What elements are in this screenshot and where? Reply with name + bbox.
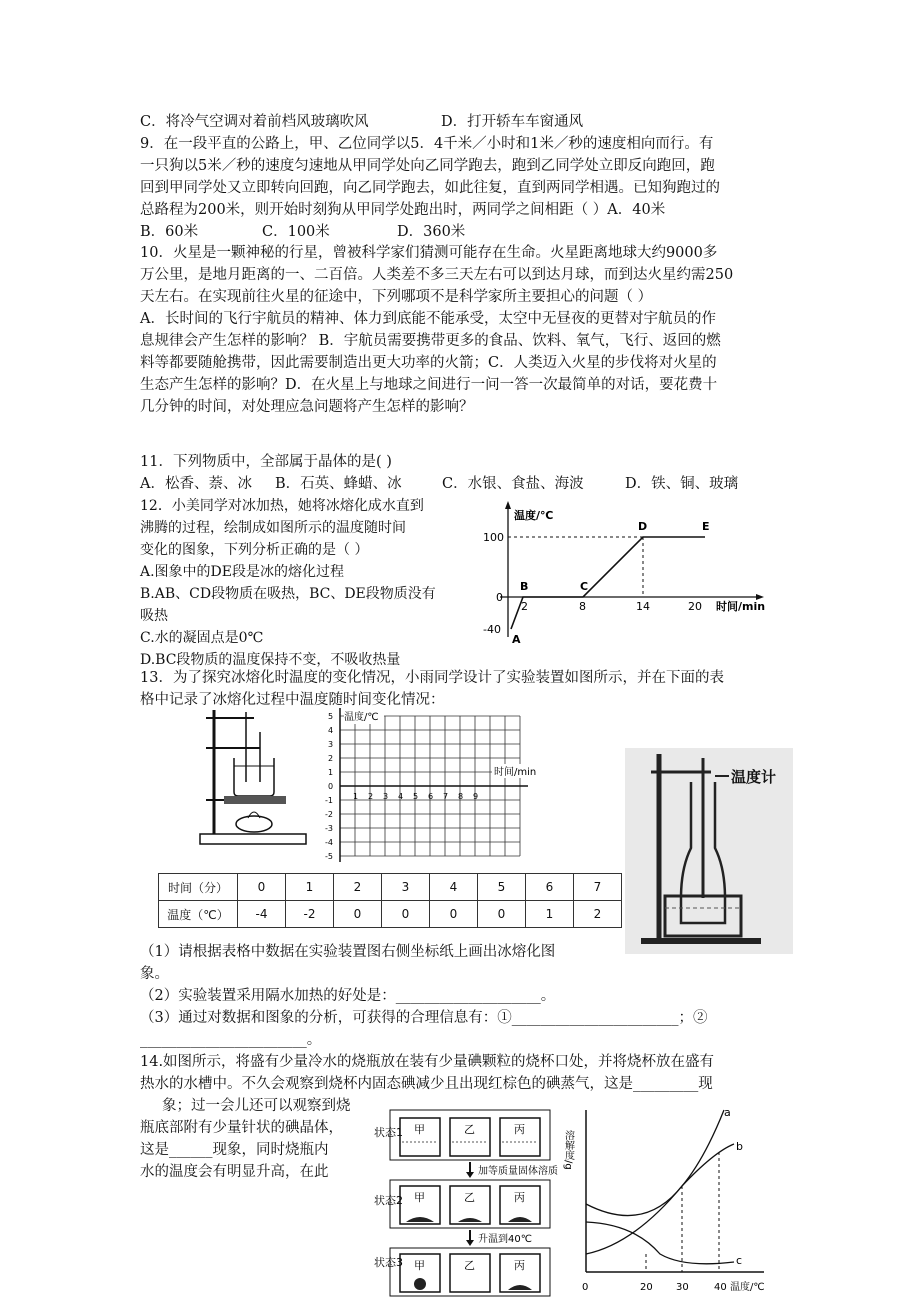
solid-deposit xyxy=(508,1217,532,1222)
q10-line-1: 10．火星是一颗神秘的行星，曾被科学家们猜测可能存在生命。火星距离地球大约9000多 xyxy=(140,245,718,261)
q11-option-b: B．石英、蜂蜡、冰 xyxy=(275,476,402,492)
table-row xyxy=(159,874,622,901)
arrow-2-label: 升温到40℃ xyxy=(478,1234,532,1245)
q10-line-3: 天左右。在实现前往火星的征途中，下列哪项不是科学家所主要担心的问题（ ） xyxy=(140,289,653,305)
q12-ylabel: 温度/℃ xyxy=(514,509,554,522)
table-cell: -2 xyxy=(286,901,334,928)
q9-option-b: B．60米 xyxy=(140,224,199,240)
q12-point-e: E xyxy=(702,520,710,533)
state-label-3: 状态3 xyxy=(374,1256,403,1269)
table-cell: -4 xyxy=(238,901,286,928)
q13-sub1-line-2: 象。 xyxy=(140,966,169,982)
q14-line-6: 水的温度会有明显升高，在此 xyxy=(140,1164,329,1180)
sol-xtick-40: 40 xyxy=(714,1282,727,1293)
svg-text:-3: -3 xyxy=(325,824,333,833)
beaker-label-bing-2: 丙 xyxy=(514,1191,525,1204)
arrow-1-label: 加等质量固体溶质 xyxy=(478,1166,558,1177)
sol-xtick-20: 20 xyxy=(640,1282,653,1293)
sol-curve-b xyxy=(586,1144,734,1254)
svg-text:3: 3 xyxy=(383,792,389,801)
q12-xtick-2: 2 xyxy=(521,600,528,613)
sol-curve-c xyxy=(586,1222,734,1264)
q13-data-table xyxy=(158,873,622,928)
table-cell: 1 xyxy=(526,901,574,928)
svg-text:5: 5 xyxy=(328,712,334,721)
solid-deposit xyxy=(508,1285,532,1290)
q13-yticks xyxy=(325,712,333,861)
q12-line-3: 变化的图象，下列分析正确的是（ ） xyxy=(140,542,369,558)
q9-line-4: 总路程为200米，则开始时刻狗从甲同学处跑出时，两同学之间相距（ ）A．40米 xyxy=(140,202,666,218)
svg-text:-2: -2 xyxy=(325,810,333,819)
q14-beaker-states-figure xyxy=(372,1106,572,1298)
q10-line-8: 几分钟的时间，对处理应急问题将产生怎样的影响？ xyxy=(140,399,474,415)
beaker-label-jia-1: 甲 xyxy=(414,1123,425,1136)
beaker-label-yi-2: 乙 xyxy=(464,1191,475,1204)
q12-point-b: B xyxy=(520,580,529,593)
q11-option-a: A．松香、萘、冰 xyxy=(140,476,252,492)
q13-sub3-line-1: （3）通过对数据和图象的分析，可获得的合理信息有：①_______________________；② xyxy=(140,1010,708,1026)
q10-line-6: 料等都要随舱携带，因此需要制造出更大功率的火箭；C．人类迈入火星的步伐将对火星的 xyxy=(140,355,717,371)
q12-point-a: A xyxy=(512,633,521,646)
q8-option-d: D．打开轿车车窗通风 xyxy=(441,114,584,130)
q12-point-d: D xyxy=(638,520,648,533)
q13-line-1: 13．为了探究冰熔化时温度的变化情况，小雨同学设计了实验装置如图所示，并在下面的表 xyxy=(140,670,724,686)
svg-text:3: 3 xyxy=(328,740,334,749)
q10-line-5: 息规律会产生怎样的影响？ B．宇航员需要携带更多的食品、饮料、氧气，飞行、返回的燃 xyxy=(140,333,721,349)
table-cell: 0 xyxy=(430,901,478,928)
svg-text:4: 4 xyxy=(398,792,404,801)
svg-text:8: 8 xyxy=(458,792,464,801)
svg-text:1: 1 xyxy=(328,768,334,777)
table-cell: 2 xyxy=(574,901,622,928)
beaker-label-jia-2: 甲 xyxy=(414,1191,425,1204)
table-cell: 0 xyxy=(238,874,286,901)
q9-line-3: 回到甲同学处又立即转向回跑，向乙同学跑去，如此往复，直到两同学相遇。已知狗跑过的 xyxy=(140,180,720,196)
q13-sub3-line-2: _______________________。 xyxy=(140,1032,322,1048)
state-label-2: 状态2 xyxy=(374,1194,403,1207)
q12-line-1: 12．小美同学对冰加热，她将冰熔化成水直到 xyxy=(140,498,424,514)
sol-curve-label-c: c xyxy=(736,1254,743,1267)
q9-line-1: 9．在一段平直的公路上，甲、乙位同学以5．4千米／小时和1米／秒的速度相向而行。有 xyxy=(140,136,714,152)
q12-option-b: B.AB、CD段物质在吸热，BC、DE段物质没有 xyxy=(140,586,436,602)
table-cell: 0 xyxy=(334,901,382,928)
q13-line-2: 格中记录了冰熔化过程中温度随时间变化情况： xyxy=(140,692,445,708)
q10-line-2: 万公里，是地月距离的一、二百倍。人类差不多三天左右可以到达月球，而到达火星约需250 xyxy=(140,267,734,283)
beaker-label-bing-1: 丙 xyxy=(514,1123,525,1136)
solid-deposit xyxy=(458,1218,482,1222)
q11-line-1: 11．下列物质中，全部属于晶体的是( ) xyxy=(140,454,392,470)
q11-option-c: C．水银、食盐、海波 xyxy=(442,476,584,492)
q13-thermometer-photo-drawing xyxy=(625,748,793,954)
sol-xlabel: 温度/℃ xyxy=(730,1282,765,1293)
photo-base xyxy=(641,938,761,944)
table-cell: 1 xyxy=(286,874,334,901)
q10-line-7: 生态产生怎样的影响？D．在火星上与地球之间进行一问一答一次最简单的对话，要花费十 xyxy=(140,377,718,393)
photo-beaker xyxy=(665,896,741,936)
arrow-1-head xyxy=(466,1172,474,1178)
q12-ytick-100: 100 xyxy=(483,531,504,544)
svg-text:9: 9 xyxy=(473,792,479,801)
q14-line-4: 瓶底部附有少量针状的碘晶体， xyxy=(140,1120,343,1136)
q13-thermometer-photo xyxy=(625,748,793,954)
q14-line-3: 象；过一会儿还可以观察到烧 xyxy=(162,1098,351,1114)
table-cell: 2 xyxy=(334,874,382,901)
alcohol-lamp xyxy=(236,816,272,832)
q14-line-5: 这是______现象，同时烧瓶内 xyxy=(140,1142,329,1158)
table-cell: 5 xyxy=(478,874,526,901)
q12-temperature-chart xyxy=(478,497,778,645)
table-cell: 0 xyxy=(382,901,430,928)
q12-option-a: A.图象中的DE段是冰的熔化过程 xyxy=(140,564,345,580)
q14-line-1: 14.如图所示，将盛有少量冷水的烧瓶放在装有少量碘颗粒的烧杯口处，并将烧杯放在盛有 xyxy=(140,1054,715,1070)
table-head-time: 时间（分） xyxy=(159,874,238,901)
q12-xtick-8: 8 xyxy=(579,600,586,613)
q9-option-d: D．360米 xyxy=(397,224,466,240)
q13-ylabel: 温度/℃ xyxy=(344,712,379,723)
gauze xyxy=(224,796,286,804)
svg-text:0: 0 xyxy=(328,782,334,791)
table-cell: 0 xyxy=(478,901,526,928)
q12-line-2: 沸腾的过程，绘制成如图所示的温度随时间 xyxy=(140,520,406,536)
q12-option-b-cont: 吸热 xyxy=(140,608,168,624)
table-cell: 7 xyxy=(574,874,622,901)
sol-curve-label-a: a xyxy=(724,1106,731,1119)
q12-xtick-20: 20 xyxy=(688,600,702,613)
sol-xtick-0: 0 xyxy=(582,1282,589,1293)
svg-text:4: 4 xyxy=(328,726,334,735)
q12-xtick-14: 14 xyxy=(636,600,650,613)
table-cell: 4 xyxy=(430,874,478,901)
flame xyxy=(248,812,260,818)
q13-xticks xyxy=(353,792,478,801)
beaker-label-yi-3: 乙 xyxy=(464,1259,475,1272)
q12-xlabel: 时间/min xyxy=(716,600,766,613)
q12-curve xyxy=(511,537,705,629)
solid-deposit xyxy=(406,1217,434,1222)
svg-text:-1: -1 xyxy=(325,796,333,805)
q12-ytick-neg40: -40 xyxy=(483,623,501,636)
sol-xtick-30: 30 xyxy=(676,1282,689,1293)
table-row xyxy=(159,901,622,928)
solid-deposit xyxy=(414,1278,426,1290)
q9-line-2: 一只狗以5米／秒的速度匀速地从甲同学处向乙同学跑去，跑到乙同学处立即反向跑回，跑 xyxy=(140,158,715,174)
q13-blank-grid-chart xyxy=(322,702,550,872)
q14-solubility-chart xyxy=(564,1104,774,1296)
svg-text:-4: -4 xyxy=(325,838,333,847)
q14-line-2: 热水的水槽中。不久会观察到烧杯内固态碘减少且出现红棕色的碘蒸气，这是_________现 xyxy=(140,1076,713,1092)
svg-text:2: 2 xyxy=(328,754,334,763)
photo-thermometer-label: 温度计 xyxy=(731,768,777,786)
beaker-label-bing-3: 丙 xyxy=(514,1259,525,1272)
q13-xlabel: 时间/min xyxy=(494,767,537,778)
svg-text:5: 5 xyxy=(413,792,419,801)
q12-point-c: C xyxy=(580,580,589,593)
svg-text:-5: -5 xyxy=(325,852,333,861)
svg-text:1: 1 xyxy=(353,792,359,801)
q9-option-c: C．100米 xyxy=(262,224,330,240)
svg-text:7: 7 xyxy=(443,792,449,801)
q13-sub2: （2）实验装置采用隔水加热的好处是：____________________。 xyxy=(140,988,556,1004)
sol-ylabel: 溶解度/g xyxy=(562,1130,574,1170)
sol-curve-label-b: b xyxy=(736,1140,743,1153)
sol-curve-a xyxy=(586,1110,724,1216)
q8-option-c: C．将冷气空调对着前档风玻璃吹风 xyxy=(140,114,369,130)
state-label-1: 状态1 xyxy=(374,1126,403,1139)
stand-base xyxy=(200,834,306,844)
q10-line-4: A．长时间的飞行宇航员的精神、体力到底能不能承受，太空中无昼夜的更替对宇航员的作 xyxy=(140,311,716,327)
table-cell: 3 xyxy=(382,874,430,901)
q12-ytick-0: 0 xyxy=(496,591,503,604)
table-cell: 6 xyxy=(526,874,574,901)
svg-text:6: 6 xyxy=(428,792,434,801)
table-head-temp: 温度（℃） xyxy=(159,901,238,928)
arrow-2-head xyxy=(466,1240,474,1246)
q12-y-arrow xyxy=(505,501,511,509)
beaker-label-jia-3: 甲 xyxy=(414,1259,425,1272)
q12-option-c: C.水的凝固点是0℃ xyxy=(140,630,264,646)
q12-option-d: D.BC段物质的温度保持不变，不吸收热量 xyxy=(140,652,401,668)
beaker-label-yi-1: 乙 xyxy=(464,1123,475,1136)
q11-option-d: D．铁、铜、玻璃 xyxy=(625,476,739,492)
q13-sub1-line-1: （1）请根据表格中数据在实验装置图右侧坐标纸上画出冰熔化图 xyxy=(140,944,556,960)
beaker xyxy=(234,758,274,796)
svg-text:2: 2 xyxy=(368,792,374,801)
q13-apparatus-drawing xyxy=(198,702,310,852)
